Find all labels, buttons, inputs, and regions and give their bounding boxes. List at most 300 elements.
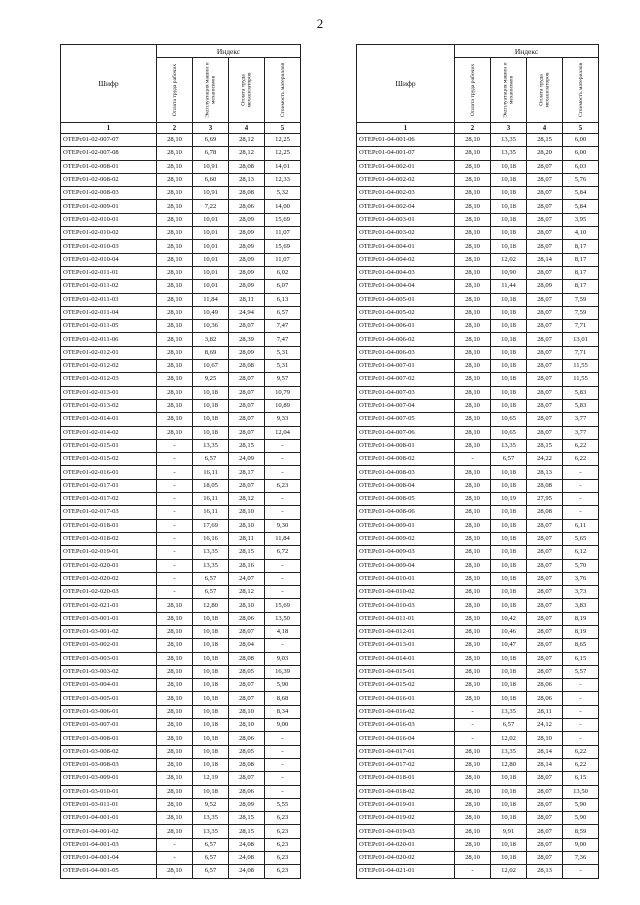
worker-pay-cell: 28,10 [455,812,491,825]
machine-operation-cell: 10,91 [193,160,229,173]
table-row [357,453,599,466]
material-cost-cell: 12,25 [265,134,301,147]
material-cost-cell: 9,30 [265,519,301,532]
machine-operation-cell: 13,35 [491,745,527,758]
material-cost-cell: 14,01 [265,160,301,173]
column-number: 4 [229,123,265,134]
table-row [357,134,599,147]
material-cost-cell: 3,77 [563,413,599,426]
column-number-row [61,123,301,134]
machine-operation-cell: 11,84 [193,293,229,306]
header-index: Индекс [157,45,301,58]
worker-pay-cell: - [157,572,193,585]
machine-operation-cell: 9,25 [193,373,229,386]
cipher-cell: ОТЕРс01-04-019-02 [357,812,455,825]
header-machine-operation: Эксплуатация машин и механизмов [491,58,527,123]
cipher-cell: ОТЕРс01-02-010-02 [61,227,157,240]
worker-pay-cell: 28,10 [455,838,491,851]
material-cost-cell: 6,07 [265,280,301,293]
operator-pay-cell: 28,06 [229,785,265,798]
operator-pay-cell: 28,07 [527,812,563,825]
material-cost-cell: 6,22 [563,453,599,466]
operator-pay-cell: 28,07 [229,426,265,439]
material-cost-cell: - [265,772,301,785]
worker-pay-cell: 28,10 [455,200,491,213]
material-cost-cell: 10,79 [265,386,301,399]
table-row [61,599,301,612]
machine-operation-cell: 17,69 [193,519,229,532]
material-cost-cell: 16,39 [265,665,301,678]
cipher-cell: ОТЕРс01-04-002-02 [357,173,455,186]
operator-pay-cell: 28,07 [527,320,563,333]
material-cost-cell: 7,47 [265,333,301,346]
machine-operation-cell: 16,11 [193,493,229,506]
operator-pay-cell: 28,07 [527,373,563,386]
operator-pay-cell: 28,07 [527,293,563,306]
cipher-cell: ОТЕРс01-02-009-01 [61,200,157,213]
operator-pay-cell: 28,07 [527,519,563,532]
table-row [357,173,599,186]
header-machine-operation: Эксплуатация машин и механизмов [193,58,229,123]
machine-operation-cell: 12,19 [193,772,229,785]
worker-pay-cell: 28,10 [455,772,491,785]
machine-operation-cell: 10,18 [491,519,527,532]
material-cost-cell: 3,83 [563,599,599,612]
operator-pay-cell: 28,09 [229,227,265,240]
cipher-cell: ОТЕРс01-04-020-02 [357,852,455,865]
worker-pay-cell: 28,10 [455,506,491,519]
worker-pay-cell: 28,10 [455,253,491,266]
machine-operation-cell: 10,18 [193,426,229,439]
table-row [357,665,599,678]
index-table-left [60,44,301,879]
table-row [357,479,599,492]
machine-operation-cell: 10,18 [491,546,527,559]
machine-operation-cell: 6,57 [193,453,229,466]
material-cost-cell: 8,17 [563,253,599,266]
material-cost-cell: 3,73 [563,586,599,599]
table-row [357,758,599,771]
machine-operation-cell: 10,18 [491,772,527,785]
machine-operation-cell: 10,18 [193,386,229,399]
machine-operation-cell: 3,82 [193,333,229,346]
material-cost-cell: 6,23 [265,812,301,825]
table-row [357,679,599,692]
machine-operation-cell: 10,18 [193,612,229,625]
operator-pay-cell: 28,07 [527,200,563,213]
machine-operation-cell: 10,90 [491,266,527,279]
machine-operation-cell: 10,18 [491,506,527,519]
table-row [357,399,599,412]
cipher-cell: ОТЕРс01-04-008-02 [357,453,455,466]
worker-pay-cell: 28,10 [455,386,491,399]
machine-operation-cell: 10,42 [491,612,527,625]
table-row [357,825,599,838]
column-number: 1 [61,123,157,134]
machine-operation-cell: 10,18 [193,758,229,771]
operator-pay-cell: 28,10 [229,599,265,612]
cipher-cell: ОТЕРс01-04-009-03 [357,546,455,559]
cipher-cell: ОТЕРс01-02-010-01 [61,213,157,226]
header-operator-pay: Оплата труда механизаторов [527,58,563,123]
machine-operation-cell: 10,18 [193,652,229,665]
cipher-cell: ОТЕРс01-04-006-01 [357,320,455,333]
material-cost-cell: - [265,453,301,466]
worker-pay-cell: 28,10 [455,599,491,612]
table-row [61,413,301,426]
operator-pay-cell: 28,07 [229,692,265,705]
material-cost-cell: - [563,705,599,718]
table-row [357,639,599,652]
cipher-cell: ОТЕРс01-03-010-01 [61,785,157,798]
cipher-cell: ОТЕРс01-04-001-05 [61,865,157,878]
cipher-cell: ОТЕРс01-04-002-03 [357,187,455,200]
worker-pay-cell: 28,10 [455,639,491,652]
cipher-cell: ОТЕРс01-02-018-01 [61,519,157,532]
material-cost-cell: - [563,479,599,492]
cipher-cell: ОТЕРс01-04-019-01 [357,798,455,811]
worker-pay-cell: - [157,586,193,599]
table-row [357,812,599,825]
table-row [61,652,301,665]
material-cost-cell: 6,11 [563,519,599,532]
cipher-cell: ОТЕРс01-02-014-02 [61,426,157,439]
table-row [61,692,301,705]
worker-pay-cell: 28,10 [455,758,491,771]
operator-pay-cell: 28,07 [527,572,563,585]
machine-operation-cell: 16,11 [193,466,229,479]
cipher-cell: ОТЕРс01-03-008-03 [61,758,157,771]
material-cost-cell: 7,71 [563,320,599,333]
material-cost-cell: 5,90 [563,812,599,825]
worker-pay-cell: 28,10 [455,280,491,293]
table-row [357,865,599,878]
operator-pay-cell: 28,14 [527,745,563,758]
table-row [61,373,301,386]
worker-pay-cell: - [157,506,193,519]
material-cost-cell: 4,10 [563,227,599,240]
header-material-cost: Стоимость материалов [563,58,599,123]
table-row [61,865,301,878]
material-cost-cell: - [265,785,301,798]
cipher-cell: ОТЕРс01-02-012-01 [61,346,157,359]
operator-pay-cell: 28,07 [527,240,563,253]
worker-pay-cell: 28,10 [455,360,491,373]
cipher-cell: ОТЕРс01-04-008-06 [357,506,455,519]
table-row [61,506,301,519]
operator-pay-cell: 28,07 [527,546,563,559]
operator-pay-cell: 28,07 [527,426,563,439]
table-row [357,413,599,426]
operator-pay-cell: 28,08 [527,479,563,492]
table-row [61,147,301,160]
table-row [61,399,301,412]
worker-pay-cell: 28,10 [455,519,491,532]
operator-pay-cell: 28,07 [527,413,563,426]
worker-pay-cell: 28,10 [157,187,193,200]
table-row [61,320,301,333]
material-cost-cell: 5,57 [563,665,599,678]
cipher-cell: ОТЕРс01-02-020-01 [61,559,157,572]
operator-pay-cell: 27,95 [527,493,563,506]
machine-operation-cell: 10,46 [491,625,527,638]
table-row [357,493,599,506]
worker-pay-cell: 28,10 [455,798,491,811]
table-row [357,652,599,665]
cipher-cell: ОТЕРс01-03-008-01 [61,732,157,745]
machine-operation-cell: 10,18 [491,373,527,386]
operator-pay-cell: 24,07 [229,572,265,585]
material-cost-cell: 5,83 [563,386,599,399]
worker-pay-cell: 28,10 [455,213,491,226]
worker-pay-cell: 28,10 [157,134,193,147]
operator-pay-cell: 28,07 [527,227,563,240]
column-number: 1 [357,123,455,134]
material-cost-cell: 7,59 [563,293,599,306]
operator-pay-cell: 28,07 [527,360,563,373]
operator-pay-cell: 28,07 [229,413,265,426]
machine-operation-cell: 10,18 [491,692,527,705]
worker-pay-cell: 28,10 [157,692,193,705]
worker-pay-cell: 28,10 [455,612,491,625]
worker-pay-cell: 28,10 [157,785,193,798]
material-cost-cell: 3,95 [563,213,599,226]
table-row [61,838,301,851]
operator-pay-cell: 28,07 [527,838,563,851]
worker-pay-cell: - [455,705,491,718]
worker-pay-cell: 28,10 [455,572,491,585]
machine-operation-cell: 10,18 [491,213,527,226]
worker-pay-cell: 28,10 [157,173,193,186]
cipher-cell: ОТЕРс01-04-001-04 [61,852,157,865]
cipher-cell: ОТЕРс01-02-008-02 [61,173,157,186]
machine-operation-cell: 13,35 [193,439,229,452]
operator-pay-cell: 28,14 [527,253,563,266]
machine-operation-cell: 10,01 [193,266,229,279]
material-cost-cell: 8,65 [563,639,599,652]
material-cost-cell: 9,57 [265,373,301,386]
operator-pay-cell: 28,12 [229,493,265,506]
worker-pay-cell: - [157,466,193,479]
machine-operation-cell: 13,35 [193,546,229,559]
worker-pay-cell: - [157,479,193,492]
machine-operation-cell: 10,18 [491,812,527,825]
material-cost-cell: 5,76 [563,173,599,186]
table-row [61,306,301,319]
table-row [61,160,301,173]
material-cost-cell: - [265,745,301,758]
material-cost-cell: 13,50 [563,785,599,798]
cipher-cell: ОТЕРс01-04-018-02 [357,785,455,798]
worker-pay-cell: 28,10 [157,280,193,293]
machine-operation-cell: 10,36 [193,320,229,333]
operator-pay-cell: 28,09 [229,280,265,293]
material-cost-cell: - [563,865,599,878]
table-row [61,586,301,599]
worker-pay-cell: 28,10 [455,466,491,479]
worker-pay-cell: - [157,546,193,559]
material-cost-cell: - [563,679,599,692]
material-cost-cell: - [265,732,301,745]
cipher-cell: ОТЕРс01-02-017-01 [61,479,157,492]
table-row [357,240,599,253]
worker-pay-cell: 28,10 [157,825,193,838]
operator-pay-cell: 28,07 [229,373,265,386]
operator-pay-cell: 28,07 [527,586,563,599]
table-row [357,546,599,559]
material-cost-cell: 15,69 [265,599,301,612]
operator-pay-cell: 28,07 [527,852,563,865]
material-cost-cell: 6,23 [265,865,301,878]
cipher-cell: ОТЕРс01-03-004-01 [61,679,157,692]
operator-pay-cell: 28,06 [527,692,563,705]
cipher-cell: ОТЕРс01-02-017-02 [61,493,157,506]
operator-pay-cell: 28,07 [527,532,563,545]
cipher-cell: ОТЕРс01-04-007-04 [357,399,455,412]
cipher-cell: ОТЕРс01-04-008-05 [357,493,455,506]
material-cost-cell: 13,01 [563,333,599,346]
material-cost-cell: 12,04 [265,426,301,439]
worker-pay-cell: 28,10 [157,293,193,306]
table-row [357,360,599,373]
material-cost-cell: 13,50 [265,612,301,625]
operator-pay-cell: 28,07 [527,665,563,678]
table-row [61,679,301,692]
operator-pay-cell: 28,07 [229,772,265,785]
operator-pay-cell: 28,07 [527,612,563,625]
operator-pay-cell: 28,06 [229,612,265,625]
operator-pay-cell: 28,08 [229,652,265,665]
material-cost-cell: 8,17 [563,266,599,279]
table-row [61,227,301,240]
machine-operation-cell: 10,01 [193,280,229,293]
worker-pay-cell: 28,10 [157,865,193,878]
header-cipher: Шифр [357,45,455,123]
worker-pay-cell: - [157,493,193,506]
table-row [61,253,301,266]
cipher-cell: ОТЕРс01-02-014-01 [61,413,157,426]
worker-pay-cell: - [157,838,193,851]
machine-operation-cell: 10,01 [193,253,229,266]
worker-pay-cell: 28,10 [455,479,491,492]
header-index: Индекс [455,45,599,58]
table-row [357,705,599,718]
operator-pay-cell: 28,06 [527,679,563,692]
operator-pay-cell: 28,10 [229,705,265,718]
operator-pay-cell: 28,09 [229,798,265,811]
material-cost-cell: 14,00 [265,200,301,213]
operator-pay-cell: 28,10 [229,506,265,519]
cipher-cell: ОТЕРс01-04-001-03 [61,838,157,851]
material-cost-cell: 6,23 [265,852,301,865]
table-row [61,639,301,652]
material-cost-cell: 12,33 [265,173,301,186]
table-row [357,426,599,439]
operator-pay-cell: 28,07 [527,625,563,638]
material-cost-cell: 5,31 [265,346,301,359]
machine-operation-cell: 12,02 [491,865,527,878]
table-row [61,466,301,479]
operator-pay-cell: 28,11 [229,293,265,306]
cipher-cell: ОТЕРс01-02-015-01 [61,439,157,452]
machine-operation-cell: 10,18 [491,466,527,479]
material-cost-cell: 5,55 [265,798,301,811]
worker-pay-cell: 28,10 [157,625,193,638]
machine-operation-cell: 10,18 [491,665,527,678]
machine-operation-cell: 18,05 [193,479,229,492]
table-row [357,439,599,452]
machine-operation-cell: 10,01 [193,213,229,226]
cipher-cell: ОТЕРс01-04-016-03 [357,719,455,732]
table-row [61,134,301,147]
cipher-cell: ОТЕРс01-02-013-01 [61,386,157,399]
operator-pay-cell: 28,07 [527,399,563,412]
cipher-cell: ОТЕРс01-03-011-01 [61,798,157,811]
operator-pay-cell: 28,09 [229,266,265,279]
machine-operation-cell: 10,49 [193,306,229,319]
machine-operation-cell: 13,35 [491,134,527,147]
cipher-cell: ОТЕРс01-02-017-03 [61,506,157,519]
operator-pay-cell: 24,09 [229,453,265,466]
cipher-cell: ОТЕРс01-04-005-02 [357,306,455,319]
machine-operation-cell: 13,35 [491,147,527,160]
cipher-cell: ОТЕРс01-04-003-01 [357,213,455,226]
machine-operation-cell: 10,18 [491,599,527,612]
machine-operation-cell: 10,18 [491,200,527,213]
cipher-cell: ОТЕРс01-02-011-03 [61,293,157,306]
worker-pay-cell: - [157,852,193,865]
worker-pay-cell: 28,10 [157,200,193,213]
cipher-cell: ОТЕРс01-04-009-01 [357,519,455,532]
machine-operation-cell: 10,18 [193,399,229,412]
operator-pay-cell: 28,08 [527,506,563,519]
worker-pay-cell: 28,10 [157,386,193,399]
table-row [357,625,599,638]
table-row [61,732,301,745]
machine-operation-cell: 10,18 [491,187,527,200]
material-cost-cell: 6,72 [265,546,301,559]
worker-pay-cell: 28,10 [157,360,193,373]
table-row [61,187,301,200]
material-cost-cell: 6,22 [563,439,599,452]
table-row [61,200,301,213]
operator-pay-cell: 28,07 [527,599,563,612]
worker-pay-cell: 28,10 [455,333,491,346]
operator-pay-cell: 28,09 [229,253,265,266]
header-cipher: Шифр [61,45,157,123]
cipher-cell: ОТЕРс01-04-010-03 [357,599,455,612]
operator-pay-cell: 28,10 [229,519,265,532]
material-cost-cell: - [563,493,599,506]
header-worker-pay: Оплата труда рабочих [157,58,193,123]
machine-operation-cell: 9,91 [491,825,527,838]
machine-operation-cell: 10,18 [491,333,527,346]
worker-pay-cell: 28,10 [455,187,491,200]
material-cost-cell: 7,47 [265,320,301,333]
material-cost-cell: 9,03 [265,652,301,665]
worker-pay-cell: 28,10 [455,426,491,439]
worker-pay-cell: 28,10 [455,134,491,147]
operator-pay-cell: 28,13 [527,466,563,479]
table-row [357,798,599,811]
material-cost-cell: 11,07 [265,227,301,240]
operator-pay-cell: 28,07 [527,213,563,226]
header-worker-pay: Оплата труда рабочих [455,58,491,123]
table-row [357,320,599,333]
machine-operation-cell: 6,69 [193,134,229,147]
worker-pay-cell: 28,10 [455,293,491,306]
table-row [357,599,599,612]
